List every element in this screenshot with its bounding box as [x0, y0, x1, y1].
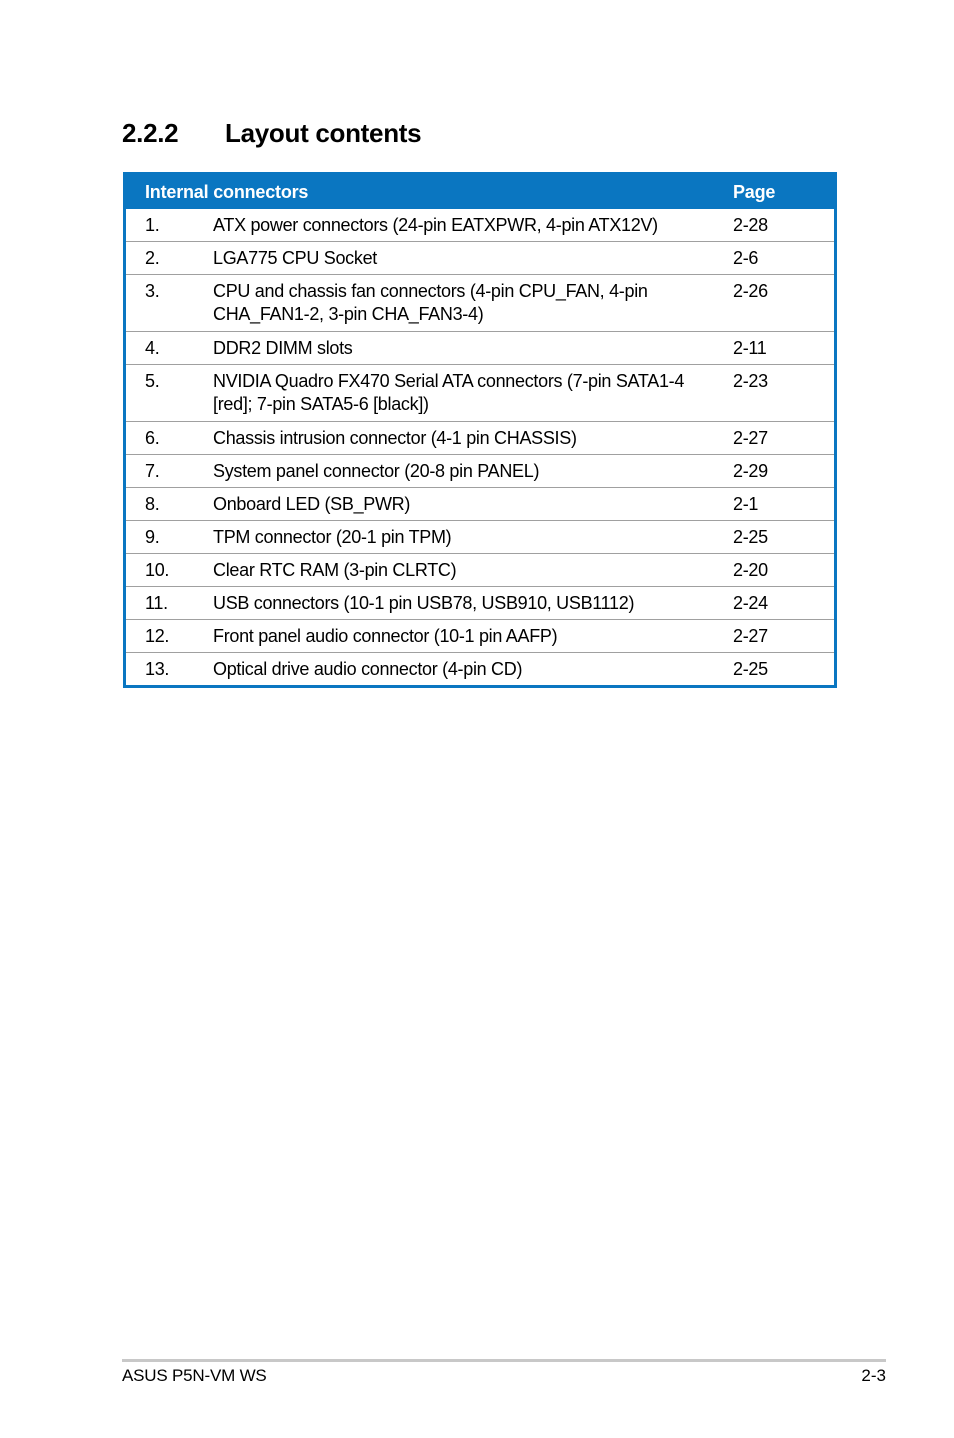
table-row: [126, 274, 834, 331]
row-page: 2-27: [733, 428, 768, 448]
row-description: Front panel audio connector (10-1 pin AAFP): [213, 626, 558, 646]
table-body: [126, 209, 834, 685]
table-header: [126, 175, 834, 209]
row-description: ATX power connectors (24-pin EATXPWR, 4-pin ATX12V): [213, 215, 658, 235]
row-description: LGA775 CPU Socket: [213, 248, 377, 268]
row-page: 2-27: [733, 626, 768, 646]
footer-rule: [122, 1359, 886, 1362]
row-number: 5.: [145, 371, 160, 391]
table-row: [126, 619, 834, 652]
row-description: USB connectors (10-1 pin USB78, USB910, USB1112): [213, 593, 635, 613]
table-row: [126, 553, 834, 586]
row-number: 10.: [145, 560, 170, 580]
footer-page-number: 2-3: [861, 1366, 886, 1385]
row-number: 9.: [145, 527, 160, 547]
row-page: 2-25: [733, 659, 768, 679]
row-page: 2-1: [733, 494, 759, 514]
row-description: NVIDIA Quadro FX470 Serial ATA connectors (7-pin SATA1-4 [red]; 7-pin SATA5-6 [black]): [213, 371, 685, 414]
row-page: 2-28: [733, 215, 768, 235]
section-title: Layout contents: [225, 118, 422, 148]
header-page: Page: [733, 181, 776, 202]
row-page: 2-11: [733, 338, 767, 358]
row-number: 8.: [145, 494, 160, 514]
table-row: [126, 520, 834, 553]
row-page: 2-23: [733, 371, 768, 391]
row-description: Clear RTC RAM (3-pin CLRTC): [213, 560, 457, 580]
row-description: Optical drive audio connector (4-pin CD): [213, 659, 523, 679]
row-number: 3.: [145, 281, 160, 301]
row-description: System panel connector (20-8 pin PANEL): [213, 461, 540, 481]
row-page: 2-29: [733, 461, 768, 481]
row-page: 2-25: [733, 527, 768, 547]
table-row: [126, 586, 834, 619]
table-row: [126, 364, 834, 421]
row-number: 6.: [145, 428, 160, 448]
internal-connectors-table: [123, 172, 837, 688]
table-row: [126, 241, 834, 274]
header-internal-connectors: Internal connectors: [145, 181, 309, 202]
row-description: TPM connector (20-1 pin TPM): [213, 527, 452, 547]
table-row: [126, 421, 834, 454]
row-page: 2-24: [733, 593, 768, 613]
row-page: 2-26: [733, 281, 768, 301]
table-row: [126, 331, 834, 364]
row-description: CPU and chassis fan connectors (4-pin CPU_FAN, 4-pin CHA_FAN1-2, 3-pin CHA_FAN3-4): [213, 281, 648, 324]
row-number: 7.: [145, 461, 160, 481]
table-row: [126, 652, 834, 685]
row-page: 2-20: [733, 560, 768, 580]
row-description: Chassis intrusion connector (4-1 pin CHASSIS): [213, 428, 577, 448]
row-page: 2-6: [733, 248, 759, 268]
table-row: [126, 209, 834, 241]
row-number: 12.: [145, 626, 170, 646]
row-description: DDR2 DIMM slots: [213, 338, 353, 358]
section-heading: [122, 118, 421, 149]
row-number: 13.: [145, 659, 170, 679]
row-number: 4.: [145, 338, 160, 358]
row-description: Onboard LED (SB_PWR): [213, 494, 411, 514]
row-number: 11.: [145, 593, 168, 613]
table-row: [126, 487, 834, 520]
row-number: 1.: [145, 215, 160, 235]
row-number: 2.: [145, 248, 160, 268]
footer-product-name: ASUS P5N-VM WS: [122, 1366, 267, 1385]
section-number: 2.2.2: [122, 118, 179, 148]
table-row: [126, 454, 834, 487]
